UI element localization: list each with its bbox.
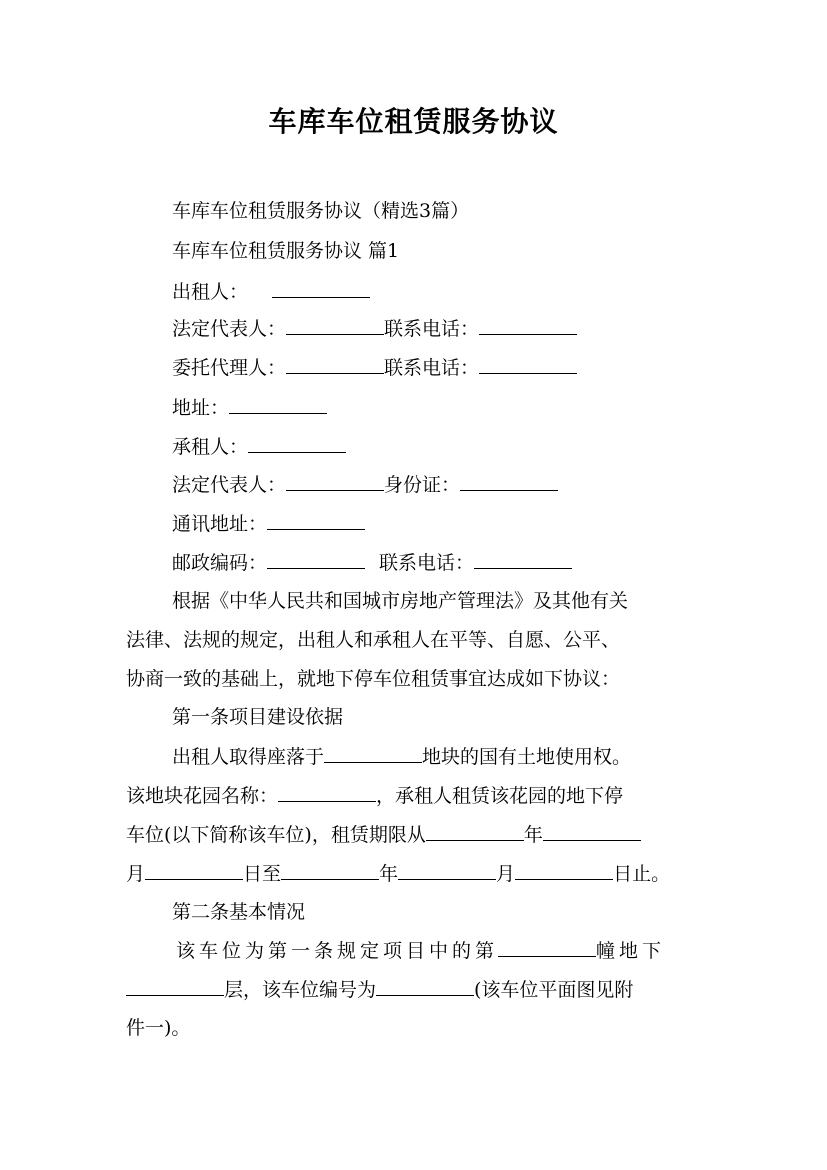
mail-address-blank[interactable] [267,511,365,530]
lessee-blank[interactable] [248,434,346,453]
article1-line2-text: 该地块花园名称： [126,785,279,807]
lessee-phone-blank[interactable] [474,550,572,569]
lessee-line [172,434,346,459]
agent-phone-blank[interactable] [479,355,577,374]
article1-line1 [172,744,631,769]
agent-label: 委托代理人： [172,357,287,379]
address-blank[interactable] [229,395,327,414]
start-month-blank[interactable] [543,822,641,841]
paragraph1-line2: 法律、法规的规定，出租人和承租人在平等、自愿、公平、 [126,629,621,651]
article1-line1-text: 出租人取得座落于 [172,746,325,768]
mail-address-line [172,511,365,536]
id-blank[interactable] [460,472,558,491]
end-year-blank[interactable] [281,861,379,880]
agent-line [172,355,577,380]
phone-blank[interactable] [479,316,577,335]
lessee-legal-rep-label: 法定代表人： [172,474,287,496]
article2-line2 [126,977,633,1002]
end-day-blank[interactable] [515,861,613,880]
land-location-blank[interactable] [324,744,422,763]
end-month-blank[interactable] [398,861,496,880]
article2-line1-tail: 幢地下 [596,940,666,962]
article2-line2-text: 层，该车位编号为 [224,979,377,1001]
day-to-label: 日至 [243,863,282,885]
article1-line2-tail: ，承租人租赁该花园的地下停 [376,785,624,807]
subtitle: 车库车位租赁服务协议（精选3篇） [172,200,470,222]
article1-heading: 第一条项目建设依据 [172,706,344,728]
floor-blank[interactable] [126,977,224,996]
lessee-label: 承租人： [172,436,249,458]
year-label: 年 [523,824,543,846]
agent-blank[interactable] [286,355,384,374]
article1-line3-text: 车位(以下简称该车位)，租赁期限从 [126,824,426,846]
space-number-blank[interactable] [376,977,474,996]
phone-label: 联系电话： [384,318,480,340]
document-title: 车库车位租赁服务协议 [268,105,559,138]
mail-address-label: 通讯地址： [172,513,268,535]
lessee-phone-label: 联系电话： [379,552,475,574]
section-heading: 车库车位租赁服务协议 篇1 [172,240,400,262]
address-label: 地址： [172,397,230,419]
lessee-legal-rep-line [172,472,558,497]
article1-line3 [126,822,641,847]
end-month-label: 月 [496,863,516,885]
lessor-blank[interactable] [272,279,370,298]
article2-line1-text: 该车位为第一条规定项目中的第 [176,940,499,962]
article2-heading: 第二条基本情况 [172,901,306,923]
day-end-label: 日止。 [613,863,671,885]
start-year-blank[interactable] [426,822,524,841]
address-line [172,395,327,420]
legal-rep-blank[interactable] [286,316,384,335]
month-label: 月 [126,863,146,885]
lessor-line [172,279,370,304]
id-label: 身份证： [384,474,461,496]
end-year-label: 年 [379,863,399,885]
postcode-blank[interactable] [267,550,365,569]
article1-line2 [126,783,623,808]
start-day-blank[interactable] [145,861,243,880]
lessee-legal-rep-blank[interactable] [286,472,384,491]
building-blank[interactable] [498,938,596,957]
postcode-label: 邮政编码： [172,552,268,574]
article1-line4 [126,861,670,886]
article2-line1 [176,938,665,963]
article2-line3: 件一)。 [126,1017,191,1039]
lessor-legal-rep-line [172,316,577,341]
agent-phone-label: 联系电话： [384,357,480,379]
legal-rep-label: 法定代表人： [172,318,287,340]
lessor-label: 出租人： [172,281,249,303]
paragraph1-line1: 根据《中华人民共和国城市房地产管理法》及其他有关 [172,590,629,612]
garden-name-blank[interactable] [278,783,376,802]
postcode-line [172,550,572,575]
article2-line2-tail: (该车位平面图见附 [474,979,634,1001]
article1-line1-tail: 地块的国有土地使用权。 [422,746,632,768]
paragraph1-line3: 协商一致的基础上，就地下停车位租赁事宜达成如下协议： [126,668,621,690]
